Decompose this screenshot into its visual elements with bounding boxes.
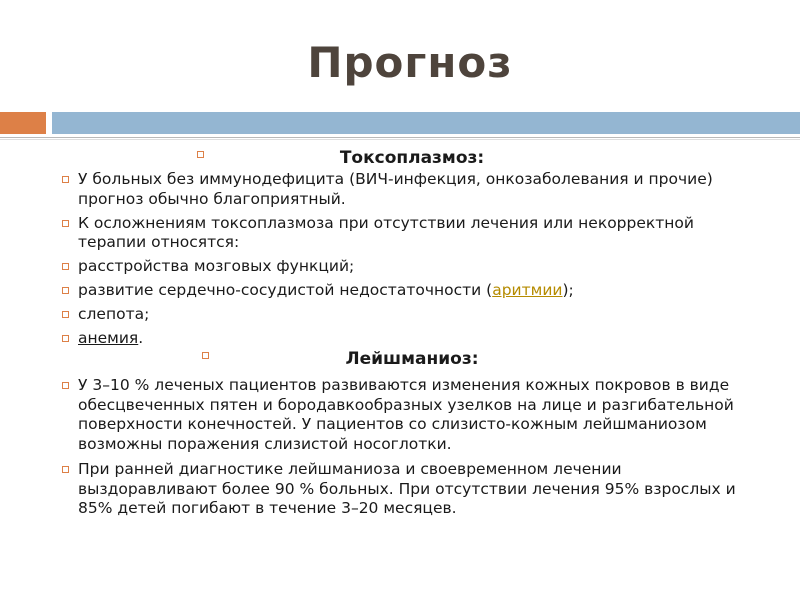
list-item	[62, 460, 762, 519]
square-bullet-icon	[197, 151, 204, 158]
list-item-text: расстройства мозговых функций;	[78, 257, 355, 275]
list-item	[62, 170, 762, 209]
list-item-text: К осложнениям токсоплазмоза при отсутствии лечения или некорректной терапии относятся:	[78, 213, 694, 251]
decor-divider-line	[0, 137, 800, 138]
list-item	[62, 214, 762, 253]
slide-content	[62, 146, 762, 525]
list-item-text: У 3–10 % леченых пациентов развиваются изменения кожных покровов в виде обесцвеченных пятен и бородавкообразных узелков на лице и разгибательной поверхности конечностей. У пациентов со слизисто-кожным лейшманиозом возможны поражения слизистой носоглотки.	[78, 376, 734, 453]
anemia-link[interactable]: анемия	[78, 329, 139, 347]
list-item	[62, 376, 762, 454]
arrhythmia-link[interactable]: аритмии	[492, 281, 563, 299]
square-bullet-icon	[62, 263, 69, 270]
leishmaniasis-list	[62, 376, 762, 519]
section-heading-toxoplasmosis	[62, 146, 762, 170]
slide-title: Прогноз	[307, 38, 513, 87]
decor-blue-bar	[52, 112, 800, 134]
toxoplasmosis-list	[62, 170, 762, 349]
list-item-text: У больных без иммунодефицита (ВИЧ-инфекция, онкозаболевания и прочие) прогноз обычно благоприятный.	[78, 170, 713, 208]
list-item-text: );	[562, 281, 574, 299]
list-item-text: развитие сердечно-сосудистой недостаточности (	[78, 281, 493, 299]
decor-divider-line-light	[0, 139, 800, 140]
list-item	[62, 257, 762, 277]
list-item	[62, 329, 762, 349]
list-item-text: слепота;	[78, 305, 150, 323]
square-bullet-icon	[62, 287, 69, 294]
list-item	[62, 281, 762, 301]
square-bullet-icon	[62, 176, 69, 183]
square-bullet-icon	[62, 335, 69, 342]
square-bullet-icon	[62, 382, 69, 389]
decor-orange-bar	[0, 112, 46, 134]
section-heading-text: Лейшманиоз:	[345, 349, 479, 369]
section-heading-leishmaniasis	[62, 347, 762, 371]
square-bullet-icon	[62, 311, 69, 318]
list-item	[62, 305, 762, 325]
square-bullet-icon	[202, 352, 209, 359]
section-heading-text: Токсоплазмоз:	[339, 148, 485, 168]
list-item-text: При ранней диагностике лейшманиоза и своевременном лечении выздоравливают более 90 % больных. При отсутствии лечения 95% взрослых и 85% детей погибают в течение 3–20 месяцев.	[78, 460, 736, 517]
square-bullet-icon	[62, 220, 69, 227]
list-item-text: .	[138, 329, 144, 347]
square-bullet-icon	[62, 466, 69, 473]
